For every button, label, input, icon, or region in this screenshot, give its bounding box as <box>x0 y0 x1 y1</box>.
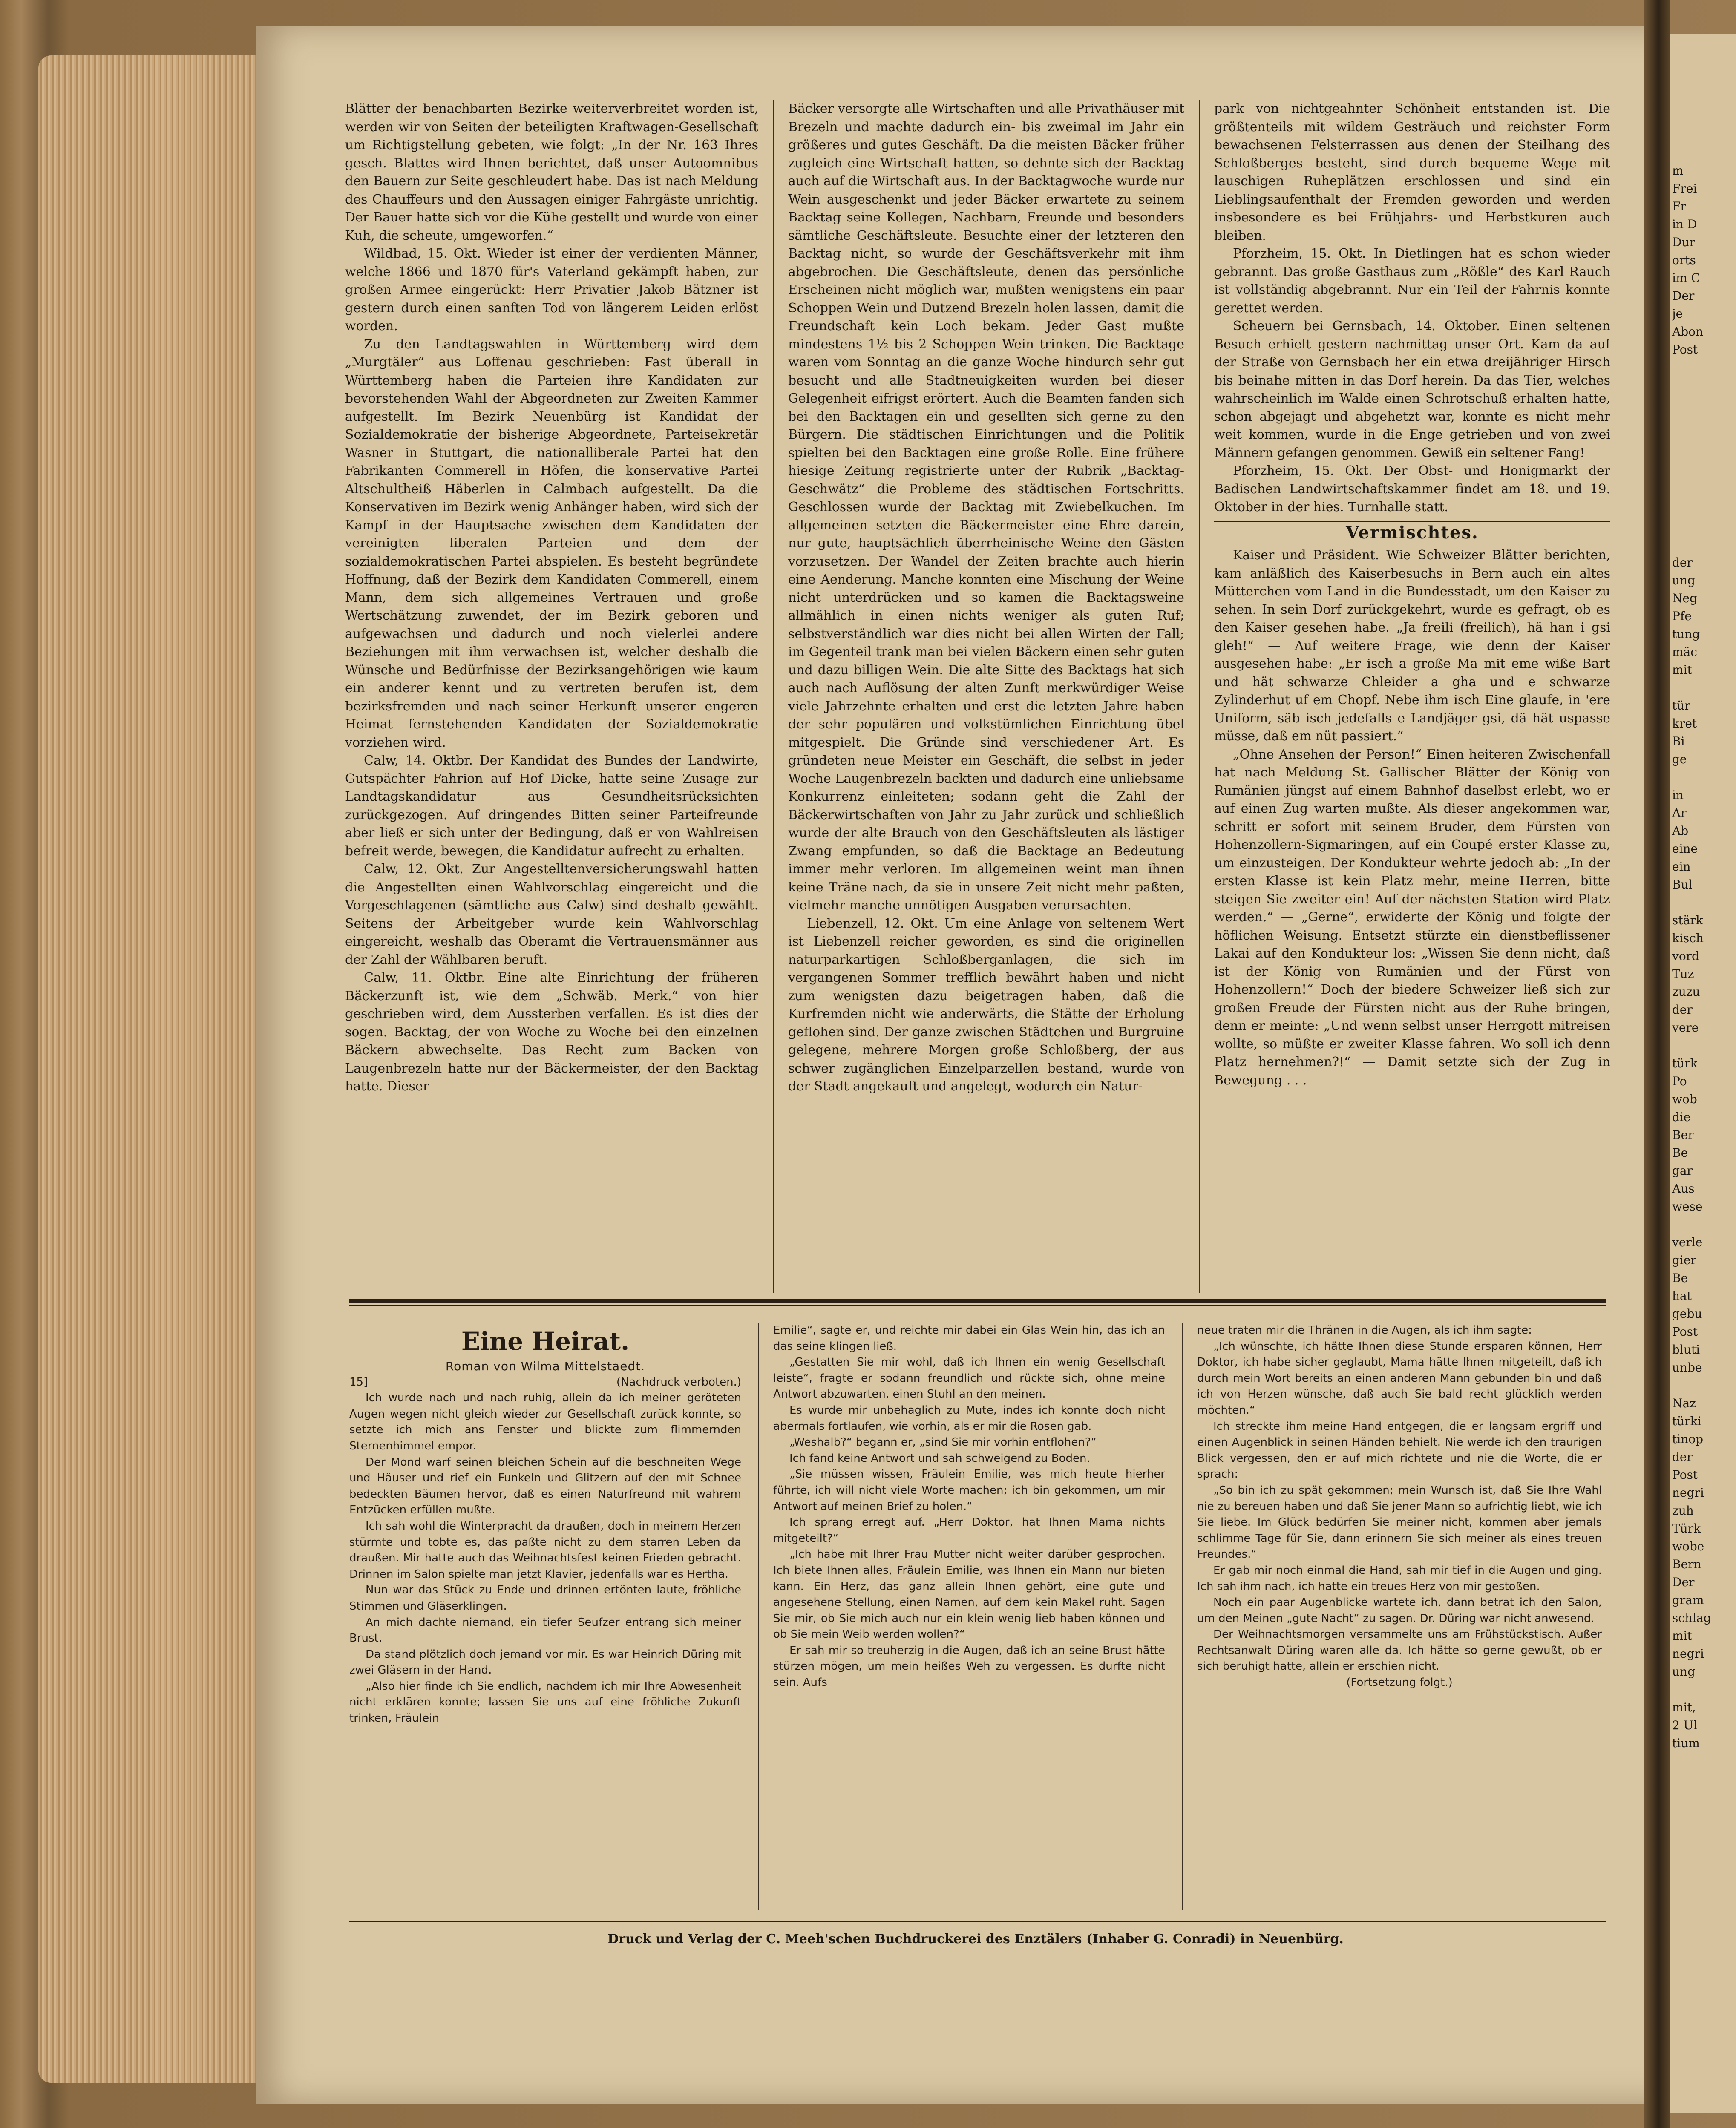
novel-paragraph: „Sie müssen wissen, Fräulein Emilie, was mich heute hierher führte, ich will nicht viele Worte machen; ich bin gekommen, um mir Antwort auf meinen Brief zu holen.“ <box>773 1468 1165 1513</box>
facing-page-fragment: mit <box>1672 1629 1692 1643</box>
facing-page-fragment: kret <box>1672 716 1697 730</box>
facing-page-fragment: im C <box>1672 271 1700 285</box>
facing-page-fragment <box>1672 1377 1736 1395</box>
novel-paragraph: Der Mond warf seinen bleichen Schein auf die beschneiten Wege und Häuser und rief ein Funkeln und Glitzern auf den mit Schnee bedeckten Bäumen hervor, daß es einen Naturfreund mit wahrem Entzücken erfüllen mußte. <box>349 1455 741 1517</box>
section-heading-vermischtes: Vermischtes. <box>1346 522 1479 543</box>
novel-paragraph: Ich wurde nach und nach ruhig, allein da ich meiner geröteten Augen wegen nicht gleich wieder zur Gesellschaft zurück konnte, so setzte ich mich ans Fenster und blickte zum flimmernden Sternenhimmel empor. <box>349 1392 741 1452</box>
facing-page-fragment: Bul <box>1672 877 1693 891</box>
article-paragraph: „Ohne Ansehen der Person!“ Einen heiteren Zwischenfall hat nach Meldung St. Gallischer Blätter der König von Rumänien jüngst auf einem Bahnhof daselbst erlebt, wo er auf einen Zug warten mußte. Als dieser angekommen war, schritt er sofort mit seinem Bruder, dem Fürsten von Hohenzollern-Sigmaringen, auf ein Coupé erster Klasse zu, um einzusteigen. Der Kondukteur wehrte jedoch ab: „In der ersten Klasse ist kein Platz mehr, meine Herren, bitte steigen Sie zweiter ein! Auf der nächsten Station wird Platz werden.“ — „Gerne“, erwiderte der König und folgte der höflichen Weisung. Entsetzt stürzte ein dienstbeflissener Lakai auf den Kondukteur los: „Wissen Sie denn nicht, daß ist der König von Rumänien und der Fürst von Hohenzollern!“ Doch der biedere Schweizer ließ sich zur großen Freude der Fürsten nicht aus der Ruhe bringen, denn er meinte: „Und wenn selbst unser Herrgott mitreisen wollte, so müßte er zweiter Klasse fahren. Wo soll ich denn Platz hernehmen?!“ — Damit setzte sich der Zug in Bewegung . . . <box>1214 747 1610 1088</box>
facing-page-fragment: mit <box>1672 663 1692 677</box>
novel-paragraph: Noch ein paar Augenblicke wartete ich, dann betrat ich den Salon, um den Meinen „gute Nacht“ zu sagen. Dr. Düring war nicht anwesend. <box>1197 1596 1602 1625</box>
novel-paragraph: Emilie“, sagte er, und reichte mir dabei ein Glas Wein hin, das ich an das seine klingen ließ. <box>773 1324 1165 1353</box>
novel-title: Eine Heirat. <box>461 1327 630 1356</box>
facing-page-fragment: Aus <box>1672 1182 1695 1196</box>
facing-page-fragment: schlag <box>1672 1611 1711 1625</box>
novel-paragraph: „Ich wünschte, ich hätte Ihnen diese Stunde ersparen können, Herr Doktor, ich habe sicher geglaubt, Mama hätte Ihnen mitgeteilt, daß ich durch mein Wort bereits an einen anderen Mann gebunden bin und daß ich von Herzen wünsche, daß auch Sie bald recht glücklich werden möchten.“ <box>1197 1340 1602 1417</box>
facing-page-fragment: ung <box>1672 1665 1695 1679</box>
news-column-3 <box>1214 100 1610 1288</box>
article-paragraph: Calw, 12. Okt. Zur Angestelltenversicherungswahl hatten die Angestellten einen Wahlvorschlag eingereicht und die Vorgeschlagenen (sämtliche aus Calw) sind deshalb gewählt. Seitens der Arbeitgeber wurde kein Wahlvorschlag eingereicht, weshalb das Oberamt die Vertrauensmänner aus der Zahl der Wählbaren beruft. <box>345 862 758 967</box>
facing-page-fragment <box>1672 894 1736 912</box>
facing-page-fragments-middle <box>1672 554 1736 1752</box>
feuilleton-divider-thin <box>349 1305 1606 1306</box>
facing-page-fragment: Dur <box>1672 235 1695 249</box>
novel-paragraph: Ich fand keine Antwort und sah schweigend zu Boden. <box>789 1452 1090 1465</box>
facing-page-fragment: gier <box>1672 1253 1696 1267</box>
facing-page-fragment: Tuz <box>1672 967 1694 981</box>
novel-column-1 <box>349 1323 741 1910</box>
article-paragraph: Pforzheim, 15. Okt. In Dietlingen hat es schon wieder gebrannt. Das große Gasthaus zum „Rößle“ des Karl Rauch ist vollständig abgebrannt. Nur ein Teil der Fahrnis konnte gerettet werden. <box>1214 246 1610 316</box>
facing-page-fragment: Ab <box>1672 824 1689 838</box>
facing-page-fragment: gebu <box>1672 1307 1702 1321</box>
facing-page-fragment: mäc <box>1672 645 1697 659</box>
continued-notice: (Fortsetzung folgt.) <box>1346 1676 1453 1689</box>
novel-paragraph: Der Weihnachtsmorgen versammelte uns am Frühstückstisch. Außer Rechtsanwalt Düring waren alle da. Ich hätte so gerne gewußt, ob er sich beruhigt hatte, allein er erschien nicht. <box>1197 1628 1602 1673</box>
facing-page-fragment: Be <box>1672 1271 1688 1285</box>
article-paragraph: Blätter der benachbarten Bezirke weiterverbreitet worden ist, werden wir von Seiten der beteiligten Kraftwagen-Gesellschaft um Richtigstellung gebeten, wie folgt: „In der Nr. 163 Ihres gesch. Blattes wird Ihnen berichtet, daß unser Autoomnibus den Bauern zur Seite geschleudert habe. Das ist nach Meldung des Chauffeurs und den Aussagen einiger Fahrgäste unrichtig. Der Bauer hatte sich vor die Kühe gestellt und wurde von einer Kuh, die scheute, umgeworfen.“ <box>345 101 758 243</box>
facing-page-fragment: je <box>1672 307 1683 321</box>
facing-page-fragment: Der <box>1672 289 1695 303</box>
facing-page-fragment: Der <box>1672 1575 1695 1589</box>
article-paragraph: Zu den Landtagswahlen in Württemberg wird dem „Murgtäler“ aus Loffenau geschrieben: Fast überall in Württemberg haben die Parteien ihre Kandidaten zur bevorstehenden Wahl der Abgeordneten zur Zweiten Kammer aufgestellt. Im Bezirk Neuenbürg ist Kandidat der Sozialdemokratie der bisherige Abgeordnete, Parteisekretär Wasner in Stuttgart, die nationalliberale Partei hat den Fabrikanten Commerell in Höfen, die konservative Partei Altschultheiß Häberlen in Calmbach aufgestellt. Da die Konservativen im Bezirk wenig Anhänger haben, wird sich der Kampf in der Hauptsache zwischen dem Kandidaten der vereinigten liberalen Parteien und dem der sozialdemokratischen Partei abspielen. Es besteht begründete Hoffnung, daß der Bezirk dem Kandidaten Commerell, einem Mann, dem sich allgemeines Vertrauen und große Wertschätzung zuwendet, der im Bezirk geboren und aufgewachsen und dadurch und noch vielerlei andere Beziehungen mit ihm verwachsen ist, welcher deshalb die Wünsche und Bedürfnisse der Bezirksangehörigen wie kaum ein anderer kennt und zu vertreten berufen ist, dem bezirksfremden und nach seiner Herkunft unserer engeren Heimat fernstehenden Kandidaten der Sozialdemokratie vorziehen wird. <box>345 336 758 750</box>
facing-page-fragment: Neg <box>1672 591 1697 605</box>
facing-page-fragment <box>1672 1681 1736 1699</box>
novel-paragraph: Er gab mir noch einmal die Hand, sah mir tief in die Augen und ging. Ich sah ihm nach, ich hatte ein treues Herz von mir gestoßen. <box>1197 1564 1602 1593</box>
installment-number: 15] <box>349 1375 368 1389</box>
facing-page-fragment: eine <box>1672 842 1698 856</box>
article-paragraph: Liebenzell, 12. Okt. Um eine Anlage von seltenem Wert ist Liebenzell reicher geworden, es sind die originellen naturparkartigen Schloßberganlagen, die sich im vergangenen Sommer trefflich bewährt haben und nicht zum wenigsten dazu beigetragen haben, daß die Kurfremden nicht wie anderwärts, die Stätte der Erholung geflohen sind. Der ganze zwischen Städtchen und Burgruine gelegene, mehrere Morgen große Schloßberg, der aus schwer zugänglichen Einzelparzellen bestand, wurde von der Stadt angekauft und angelegt, wodurch ein Natur- <box>788 916 1184 1094</box>
facing-page-fragment: Post <box>1672 342 1698 357</box>
facing-page-fragment: ge <box>1672 752 1687 766</box>
section-heading-rule <box>1214 521 1610 544</box>
facing-page-fragment: bluti <box>1672 1343 1700 1357</box>
facing-page-fragment: Pfe <box>1672 609 1692 623</box>
facing-page-fragment: Naz <box>1672 1396 1696 1410</box>
facing-page-fragment: zuh <box>1672 1504 1694 1518</box>
facing-page-fragment: tür <box>1672 699 1690 713</box>
facing-page-fragment: m <box>1672 164 1684 178</box>
facing-page-fragment: Be <box>1672 1146 1688 1160</box>
facing-page-fragment: wese <box>1672 1199 1703 1214</box>
facing-page-fragment: Ber <box>1672 1128 1694 1142</box>
novel-paragraph: Ich sprang erregt auf. „Herr Doktor, hat Ihnen Mama nichts mitgeteilt?“ <box>773 1516 1165 1545</box>
facing-page-fragment: negri <box>1672 1647 1704 1661</box>
novel-paragraph: Es wurde mir unbehaglich zu Mute, indes ich konnte doch nicht abermals fortlaufen, wie vorhin, als er mir die Rosen gab. <box>773 1403 1165 1433</box>
facing-page-fragment <box>1672 768 1736 786</box>
novel-paragraph: „Weshalb?“ begann er, „sind Sie mir vorhin entflohen?“ <box>789 1436 1097 1449</box>
facing-page-fragment: Abon <box>1672 325 1704 339</box>
column-divider <box>1182 1323 1183 1910</box>
facing-page-fragment: verle <box>1672 1235 1703 1249</box>
novel-paragraph: „Ich habe mit Ihrer Frau Mutter nicht weiter darüber gesprochen. Ich biete Ihnen alles, Fräulein Emilie, was Ihnen ein Mann nur bieten kann. Ein Herz, das ganz allein Ihnen gehört, eine gute und angesehene Stellung, einen Namen, auf dem kein Makel ruht. Sagen Sie mir, ob Sie mich auch nur ein klein wenig lieb haben können und ob Sie mein Weib werden wollen?“ <box>773 1548 1165 1641</box>
facing-page-fragment <box>1672 1037 1736 1055</box>
facing-page-fragment: der <box>1672 1003 1693 1017</box>
news-column-1 <box>345 100 758 1288</box>
facing-page-fragment: Post <box>1672 1325 1698 1339</box>
novel-meta <box>349 1375 741 1391</box>
article-paragraph: Pforzheim, 15. Okt. Der Obst- und Honigmarkt der Badischen Landwirtschaftskammer findet am 18. und 19. Oktober in der hies. Turnhalle statt. <box>1214 463 1610 515</box>
facing-page-fragment: unbe <box>1672 1360 1702 1375</box>
facing-page-fragment <box>1672 1216 1736 1234</box>
novel-subtitle: Roman von Wilma Mittelstaedt. <box>445 1359 645 1373</box>
imprint-line: Druck und Verlag der C. Meeh'schen Buchdruckerei des Enztälers (Inhaber G. Conradi) in Neuenbürg. <box>607 1932 1344 1947</box>
facing-page-fragment: stärk <box>1672 913 1703 927</box>
article-paragraph: Wildbad, 15. Okt. Wieder ist einer der verdienten Männer, welche 1866 und 1870 für's Vaterland gekämpft haben, zur großen Armee eingerückt: Herr Privatier Jakob Bätzner ist gestern durch einen sanften Tod von längerem Leiden erlöst worden. <box>345 246 758 334</box>
facing-page-fragment: 2 Ul <box>1672 1718 1698 1732</box>
facing-page-fragment: tung <box>1672 627 1700 641</box>
facing-page-fragment: kisch <box>1672 931 1704 945</box>
facing-page-fragment: gar <box>1672 1164 1693 1178</box>
facing-page-fragment: mit, <box>1672 1700 1696 1714</box>
novel-paragraph: neue traten mir die Thränen in die Augen, als ich ihm sagte: <box>1197 1324 1532 1337</box>
column-divider <box>1199 100 1200 1293</box>
facing-page-fragment: Türk <box>1672 1521 1701 1536</box>
novel-paragraph: Ich streckte ihm meine Hand entgegen, die er langsam ergriff und einen Augenblick in seinen Händen behielt. Nie werde ich den traurigen Blick vergessen, den er auf mich richtete und nie die Worte, die er sprach: <box>1197 1420 1602 1481</box>
novel-paragraph: „Gestatten Sie mir wohl, daß ich Ihnen ein wenig Gesellschaft leiste“, fragte er sodann freundlich und rückte sich, ohne meine Antwort abzuwarten, einen Stuhl an den meinen. <box>773 1356 1165 1401</box>
facing-page-fragment: der <box>1672 1450 1693 1464</box>
facing-page-fragment: Bern <box>1672 1557 1701 1571</box>
book-gutter <box>1644 0 1670 2128</box>
facing-page-fragment: negri <box>1672 1486 1704 1500</box>
facing-page-fragment: gram <box>1672 1593 1704 1607</box>
novel-paragraph: An mich dachte niemand, ein tiefer Seufzer entrang sich meiner Brust. <box>349 1616 741 1645</box>
facing-page-fragment: orts <box>1672 253 1696 267</box>
novel-paragraph: Ich sah wohl die Winterpracht da draußen, doch in meinem Herzen stürmte und tobte es, das paßte nicht zu dem starren Leben da draußen. Mir hatte auch das Weihnachtsfest keinen Frieden gebracht. Drinnen im Salon spielte man jetzt Klavier, jedenfalls war es Hertha. <box>349 1519 741 1581</box>
facing-page-fragment: hat <box>1672 1289 1692 1303</box>
facing-page-fragment: vord <box>1672 949 1699 963</box>
facing-page-fragment: türk <box>1672 1056 1698 1070</box>
imprint-rule <box>349 1921 1606 1922</box>
facing-page-fragment: tinop <box>1672 1432 1704 1446</box>
novel-paragraph: Er sah mir so treuherzig in die Augen, daß ich an seine Brust hätte stürzen mögen, um mein heißes Weh zu vergessen. Es durfte nicht sein. Aufs <box>773 1644 1165 1689</box>
news-column-2 <box>788 100 1184 1288</box>
facing-page-fragment: vere <box>1672 1021 1699 1035</box>
reprint-notice: (Nachdruck verboten.) <box>616 1375 741 1389</box>
feuilleton-divider-thick <box>349 1299 1606 1303</box>
facing-page-fragment: ung <box>1672 573 1695 587</box>
facing-page-fragment: ein <box>1672 860 1691 874</box>
facing-page-fragment: Post <box>1672 1468 1698 1482</box>
article-paragraph: Scheuern bei Gernsbach, 14. Oktober. Einen seltenen Besuch erhielt gestern nachmittag unser Ort. Kam da auf der Straße von Gernsbach her ein etwa dreijähriger Hirsch bis beinahe mitten in das Dorf herein. Da das Tier, welches wahrscheinlich im Walde einen Schrotschuß erhalten hatte, schon abgejagt und abgehetzt war, konnte es nicht mehr weit kommen, wurde in die Enge getrieben und von zwei Männern gefangen genommen. Gewiß ein seltener Fang! <box>1214 319 1610 460</box>
facing-page-fragment: wob <box>1672 1092 1697 1106</box>
article-paragraph: Calw, 11. Oktbr. Eine alte Einrichtung der früheren Bäckerzunft ist, wie dem „Schwäb. Merk.“ von hier geschrieben wird, dem Aussterben verfallen. Es ist dies der sogen. Backtag, der von Woche zu Woche bei den einzelnen Bäckern abwechselte. Das Recht zum Backen von Laugenbrezeln hatte nur der Bäckermeister, der den Backtag hatte. Dieser <box>345 970 758 1094</box>
facing-page-fragment: Bi <box>1672 734 1685 748</box>
facing-page-fragment: der <box>1672 555 1693 569</box>
column-divider <box>773 100 774 1293</box>
facing-page-fragment: in <box>1672 788 1684 802</box>
facing-page-fragment: wobe <box>1672 1539 1704 1553</box>
article-paragraph: Kaiser und Präsident. Wie Schweizer Blätter berichten, kam anläßlich des Kaiserbesuchs in Bern auch ein altes Mütterchen vom Land in die Bundesstadt, um den Kaiser zu sehen. In sein Dorf zurückgekehrt, wurde es gefragt, ob es den Kaiser gesehen habe. „Ja freili (freilich), hä han i gsi gleh!“ — Auf weitere Frage, wie denn der Kaiser ausgesehen habe: „Er isch a große Ma mit eme wiße Bart und hät schwarze Chleider a gha und e schwarze Zylinderhut uf em Chopf. Nebe ihm isch Eine glaufe, in 'ere Uniform, säb isch jedefalls e Landjäger gsi, dä hät uspasse müsse, daß em nüt passiert.“ <box>1214 548 1610 744</box>
facing-page-fragment: in D <box>1672 217 1697 231</box>
facing-page-fragment: türki <box>1672 1414 1701 1428</box>
facing-page-fragment: Fr <box>1672 199 1686 213</box>
facing-page-fragments-top <box>1672 162 1736 359</box>
novel-paragraph: „Also hier finde ich Sie endlich, nachdem ich mir Ihre Abwesenheit nicht erklären konnte; lassen Sie uns auf eine fröhliche Zukunft trinken, Fräulein <box>349 1679 741 1725</box>
facing-page-fragment: die <box>1672 1110 1691 1124</box>
novel-paragraph: Da stand plötzlich doch jemand vor mir. Es war Heinrich Düring mit zwei Gläsern in der Hand. <box>349 1648 741 1677</box>
facing-page-fragment: Frei <box>1672 181 1697 196</box>
novel-paragraph: Nun war das Stück zu Ende und drinnen ertönten laute, fröhliche Stimmen und Gläserklingen. <box>349 1584 741 1613</box>
facing-page-fragment: tium <box>1672 1736 1700 1750</box>
novel-paragraph: „So bin ich zu spät gekommen; mein Wunsch ist, daß Sie Ihre Wahl nie zu bereuen haben und daß Sie jener Mann so aufrichtig liebt, wie ich Sie liebe. Im Glück bedürfen Sie meiner nicht, kommen aber jemals schlimme Tage für Sie, dann erinnern Sie sich meiner als eines treuen Freundes.“ <box>1197 1484 1602 1561</box>
facing-page-fragment: Ar <box>1672 806 1687 820</box>
facing-page-fragment <box>1672 679 1736 697</box>
facing-page-fragment: zuzu <box>1672 985 1700 999</box>
facing-page-fragment: Po <box>1672 1074 1687 1088</box>
novel-column-2 <box>773 1323 1165 1910</box>
novel-column-3 <box>1197 1323 1602 1910</box>
article-paragraph: Bäcker versorgte alle Wirtschaften und alle Privathäuser mit Brezeln und machte dadurch ein- bis zweimal im Jahr ein größeres und gutes Geschäft. Da die meisten Bäcker früher zugleich eine Wirtschaft hatten, so dehnte sich der Backtag auch auf die Wirtschaft aus. In der Backtagwoche wurde nur Wein ausgeschenkt und jeder Bäcker erwartete zu seinem Backtag seine Kollegen, Nachbarn, Freunde und besonders sämtliche Geschäftsleute. Besuchte einer der letzteren den Backtag nicht, so wurde der Geschäftsverkehr mit ihm abgebrochen. Die Geschäftsleute, denen das persönliche Erscheinen nicht möglich war, mußten wenigstens ein paar Schoppen Wein und Dutzend Brezeln holen lassen, damit die Freundschaft kein Loch bekam. Jeder Gast mußte mindestens 1½ bis 2 Schoppen Wein trinken. Die Backtage waren vom Sonntag an die ganze Woche hindurch sehr gut besucht und alle Stadtneuigkeiten wurden bei dieser Gelegenheit eifrigst erörtert. Auch die Beamten fanden sich bei den Backtagen ein und gesellten sich gerne zu den Bürgern. Die städtischen Einrichtungen und die Politik spielten bei den Backtagen eine große Rolle. Eine frühere hiesige Zeitung registrierte unter der Rubrik „Backtag-Geschwätz“ die Probleme des städtischen Fortschritts. Geschlossen wurde der Backtag mit Zwiebelkuchen. Im allgemeinen setzten die Bäckermeister eine Ehre darein, nur gute, hauptsächlich überrheinische Weine den Gästen vorzusetzen. Der Wandel der Zeiten brachte auch hierin eine Aenderung. Manche konnten eine Mischung der Weine nicht unterdrücken und so kamen die Backtagsweine allmählich in einen nichts weniger als guten Ruf; selbstverständlich war dies nicht bei allen Wirten der Fall; im Gegenteil trank man bei vielen Bäckern einen sehr guten und dazu billigen Wein. Die alte Sitte des Backtags hat sich auch nach Auflösung der alten Zunft merkwürdiger Weise viele Jahrzehnte erhalten und erst die letzten Jahre haben der sehr populären und volkstümlichen Einrichtung übel mitgespielt. Die Gründe sind verschiedener Art. Es gründeten neue Meister ein Geschäft, die selbst in jeder Woche Laugenbrezeln backten und dadurch eine unliebsame Konkurrenz einleiteten; sodann geht die Zahl der Bäckerwirtschaften von Jahr zu Jahr zurück und schließlich wurde der alte Brauch von den Geschäftsleuten als lästiger Zwang empfunden, so daß die Backtage an Bedeutung immer mehr verloren. Im allgemeinen weint man ihnen keine Träne nach, da sie in unsere Zeit nicht mehr paßten, vielmehr manche unnötigen Ausgaben verursachten. <box>788 101 1184 913</box>
article-paragraph: park von nichtgeahnter Schönheit entstanden ist. Die größtenteils mit wildem Gesträuch und reichster Form bewachsenen Felsterrassen aus denen der Steilhang des Schloßberges besteht, sind durch bequeme Wege mit lauschigen Ruheplätzen erschlossen und sind ein Lieblingsaufenthalt der Fremden geworden und werden insbesondere es bei Frühjahrs- und Herbstkuren auch bleiben. <box>1214 101 1610 243</box>
column-divider <box>758 1323 759 1910</box>
article-paragraph: Calw, 14. Oktbr. Der Kandidat des Bundes der Landwirte, Gutspächter Fahrion auf Hof Dicke, hatte seine Zusage zur Landtagskandidatur aus Gesundheitsrücksichten zurückgezogen. Auf dringendes Bitten seiner Parteifreunde aber ließ er sich unter der Bedingung, daß er von Wahlreisen befreit werde, bewegen, die Kandidatur aufrecht zu erhalten. <box>345 753 758 859</box>
